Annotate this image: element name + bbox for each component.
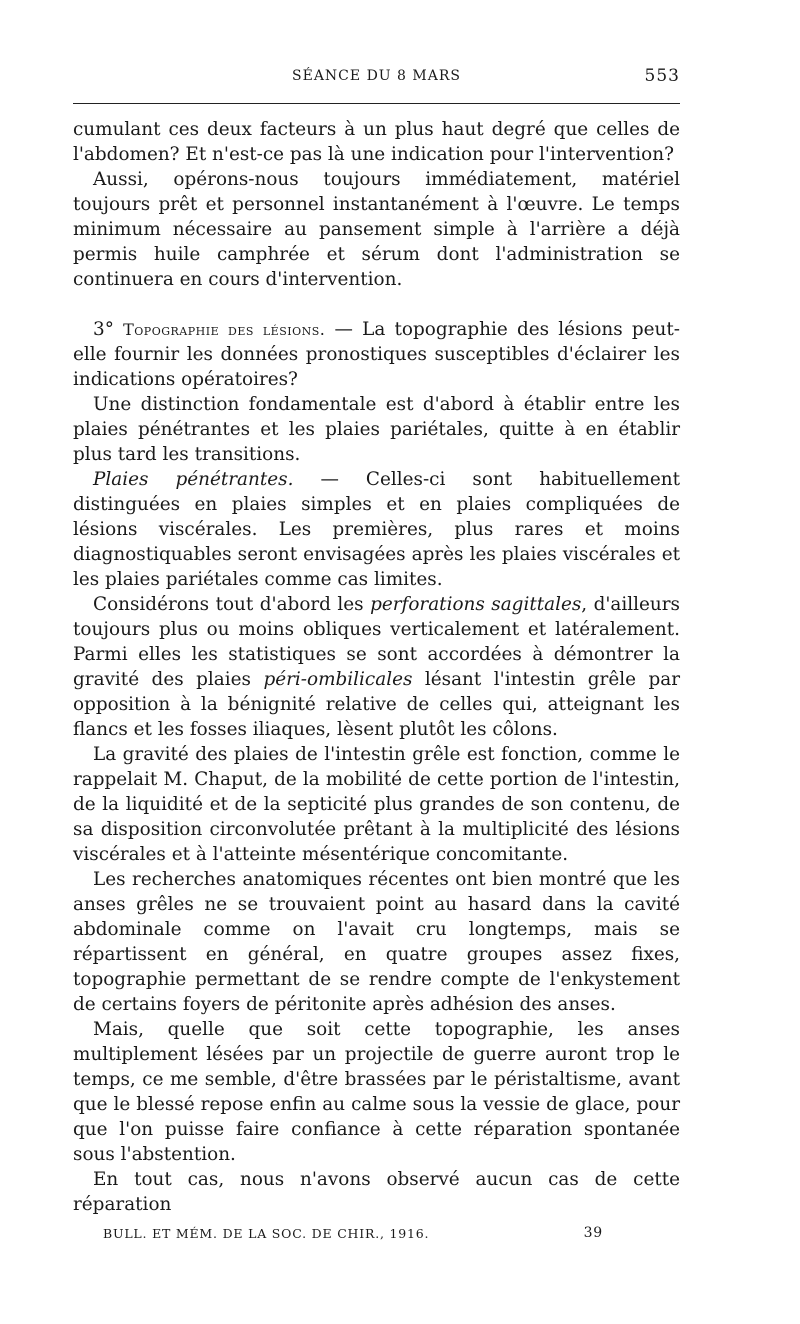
subheading-plaies-penetrantes: Plaies pénétrantes. (93, 469, 294, 490)
paragraph-5-text: — Celles-ci sont habituellement distinguées en plaies simples et en plaies compliquées de lésions viscérales. Les premières, plus rares et moins diagnostiquables seront envisagées après les plaies viscérales et les plaies pariétales comme cas limites. (73, 469, 680, 590)
header-rule (73, 103, 680, 104)
paragraph-6-b: , d'ailleurs toujours plus ou moins obliques verticalement et latéralement. Parmi elles les statistiques se sont accordées à démontrer la gravité des plaies (73, 594, 680, 690)
paragraph-8: Les recherches anatomiques récentes ont bien montré que les anses grêles ne se trouvaient point au hasard dans la cavité abdominale comme on l'avait cru longtemps, mais se répartissent en général, en quatre groupes assez fixes, topographie permettant de se rendre compte de l'enkystement de certains foyers de péritonite après adhésion des anses. (73, 869, 680, 1015)
paragraph-5 (73, 467, 680, 592)
paragraph-3-text: — La topographie des lésions peut-elle fournir les données pronostiques susceptibles d'éclairer les indications opératoires? (73, 319, 680, 390)
paragraph-6 (73, 592, 680, 742)
paragraph-1: cumulant ces deux facteurs à un plus haut degré que celles de l'abdomen? Et n'est-ce pas là une indication pour l'intervention? (73, 119, 680, 165)
paragraph-2: Aussi, opérons-nous toujours immédiatement, matériel toujours prêt et personnel instantanément à l'œuvre. Le temps minimum nécessaire au pansement simple à l'arrière a déjà permis huile camphrée et sérum dont l'administration se continuera en cours d'intervention. (73, 169, 680, 290)
paragraph-10: En tout cas, nous n'avons observé aucun cas de cette réparation (73, 1169, 680, 1215)
paragraph-4: Une distinction fondamentale est d'abord à établir entre les plaies pénétrantes et les plaies pariétales, quitte à en établir plus tard les transitions. (73, 394, 680, 465)
section-heading: Topographie des lésions. (123, 320, 326, 339)
body-text (73, 117, 680, 1217)
paragraph-3 (73, 317, 680, 392)
signature-number: 39 (583, 1225, 603, 1241)
section-number: 3° (93, 319, 114, 340)
paragraph-6-c: lésant l'intestin grêle par opposition à la bénignité relative de celles qui, atteignant les flancs et les fosses iliaques, lèsent plutôt les côlons. (73, 669, 680, 740)
paragraph-9: Mais, quelle que soit cette topographie, les anses multiplement lésées par un projectile de guerre auront trop le temps, ce me semble, d'être brassées par le péristaltisme, avant que le blessé repose enfin au calme sous la vessie de glace, pour que l'on puisse faire confiance à cette réparation spontanée sous l'abstention. (73, 1019, 680, 1165)
page-footer (103, 1226, 603, 1246)
page-number: 553 (644, 66, 680, 86)
running-header (73, 62, 680, 92)
running-title: SÉANCE DU 8 MARS (292, 68, 461, 84)
italic-perforations: perforations sagittales (370, 594, 582, 615)
paragraph-7: La gravité des plaies de l'intestin grêle est fonction, comme le rappelait M. Chaput, de la mobilité de cette portion de l'intestin, de la liquidité et de la septicité plus grandes de son contenu, de sa disposition circonvolutée prêtant à la multiplicité des lésions viscérales et à l'atteinte mésentérique concomitante. (73, 744, 680, 865)
paragraph-6-a: Considérons tout d'abord les (93, 594, 371, 615)
italic-peri-ombilicales: péri-ombilicales (263, 669, 413, 690)
journal-citation: BULL. ET MÉM. DE LA SOC. DE CHIR., 1916. (103, 1226, 430, 1241)
